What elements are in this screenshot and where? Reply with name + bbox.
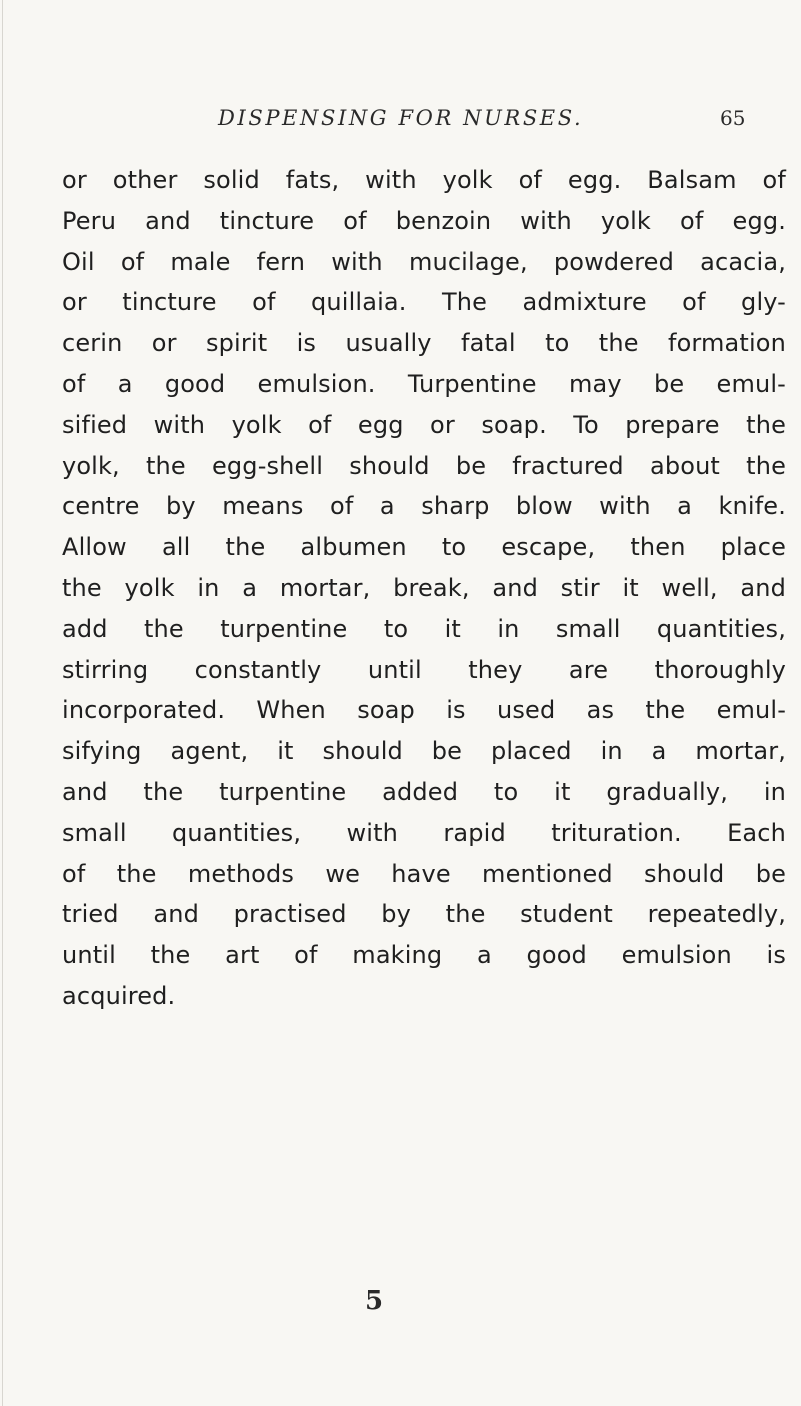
text-line: or other solid fats, with yolk of egg. Balsam of [62,166,786,194]
text-line-last: acquired. [62,981,176,1010]
text-line: yolk, the egg-shell should be fractured about the [62,451,786,480]
text-line: stirring constantly until they are thoroughly [62,655,786,684]
running-head: DISPENSING FOR NURSES. [218,106,584,130]
text-line: Allow all the albumen to escape, then place [62,533,786,562]
text-line: add the turpentine to it in small quantities, [62,614,786,643]
text-line: sifying agent, it should be placed in a mortar, [62,737,786,766]
text-line: incorporated. When soap is used as the emul- [62,696,786,725]
text-line: tried and practised by the student repeatedly, [62,900,786,929]
body-paragraph [62,160,786,1017]
text-line: the yolk in a mortar, break, and stir it well, and [62,573,786,602]
text-line: of the methods we have mentioned should be [62,859,786,888]
text-line: of a good emulsion. Turpentine may be emul- [62,369,786,398]
text-line: sified with yolk of egg or soap. To prepare the [62,410,786,439]
page-number: 65 [720,106,746,130]
signature-mark: 5 [365,1286,384,1316]
text-line: small quantities, with rapid trituration. Each [62,818,786,847]
text-line: Oil of male fern with mucilage, powdered acacia, [62,247,786,276]
text-line: Peru and tincture of benzoin with yolk of egg. [62,206,786,235]
text-line: until the art of making a good emulsion is [62,941,786,970]
text-line: and the turpentine added to it gradually, in [62,777,786,806]
text-line: centre by means of a sharp blow with a knife. [62,492,786,521]
page-edge [2,0,3,1406]
text-line: or tincture of quillaia. The admixture of gly- [62,288,786,317]
text-line: cerin or spirit is usually fatal to the formation [62,329,786,358]
